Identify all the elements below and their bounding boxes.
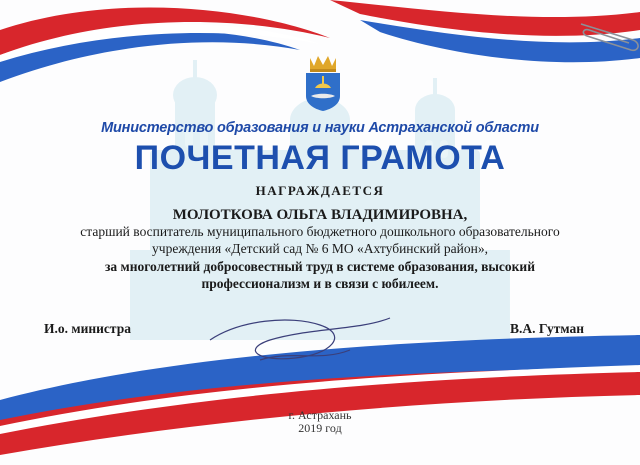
awarded-heading: НАГРАЖДАЕТСЯ — [255, 183, 385, 198]
handwritten-signature — [200, 300, 400, 380]
reason-line-2: профессионализм и в связи с юбилеем. — [201, 276, 439, 291]
paperclip-icon — [573, 18, 640, 58]
signer-name: В.А. Гутман — [510, 321, 584, 336]
astrakhan-coat-of-arms-icon — [300, 52, 346, 112]
position-line-1: старший воспитатель муниципального бюджетного дошкольного образовательного — [80, 224, 560, 239]
signer-title: И.о. министра — [44, 321, 131, 336]
position-line-2: учреждения «Детский сад № 6 МО «Ахтубинский район», — [152, 241, 488, 256]
reason-line-1: за многолетний добросовестный труд в системе образования, высокий — [104, 259, 535, 274]
city: г. Астрахань — [288, 408, 352, 422]
recipient-name: МОЛОТКОВА ОЛЬГА ВЛАДИМИРОВНА, — [172, 207, 468, 223]
certificate-title: ПОЧЕТНАЯ ГРАМОТА — [134, 139, 506, 177]
ministry-name: Министерство образования и науки Астраханской области — [101, 120, 539, 136]
year: 2019 год — [298, 421, 342, 435]
